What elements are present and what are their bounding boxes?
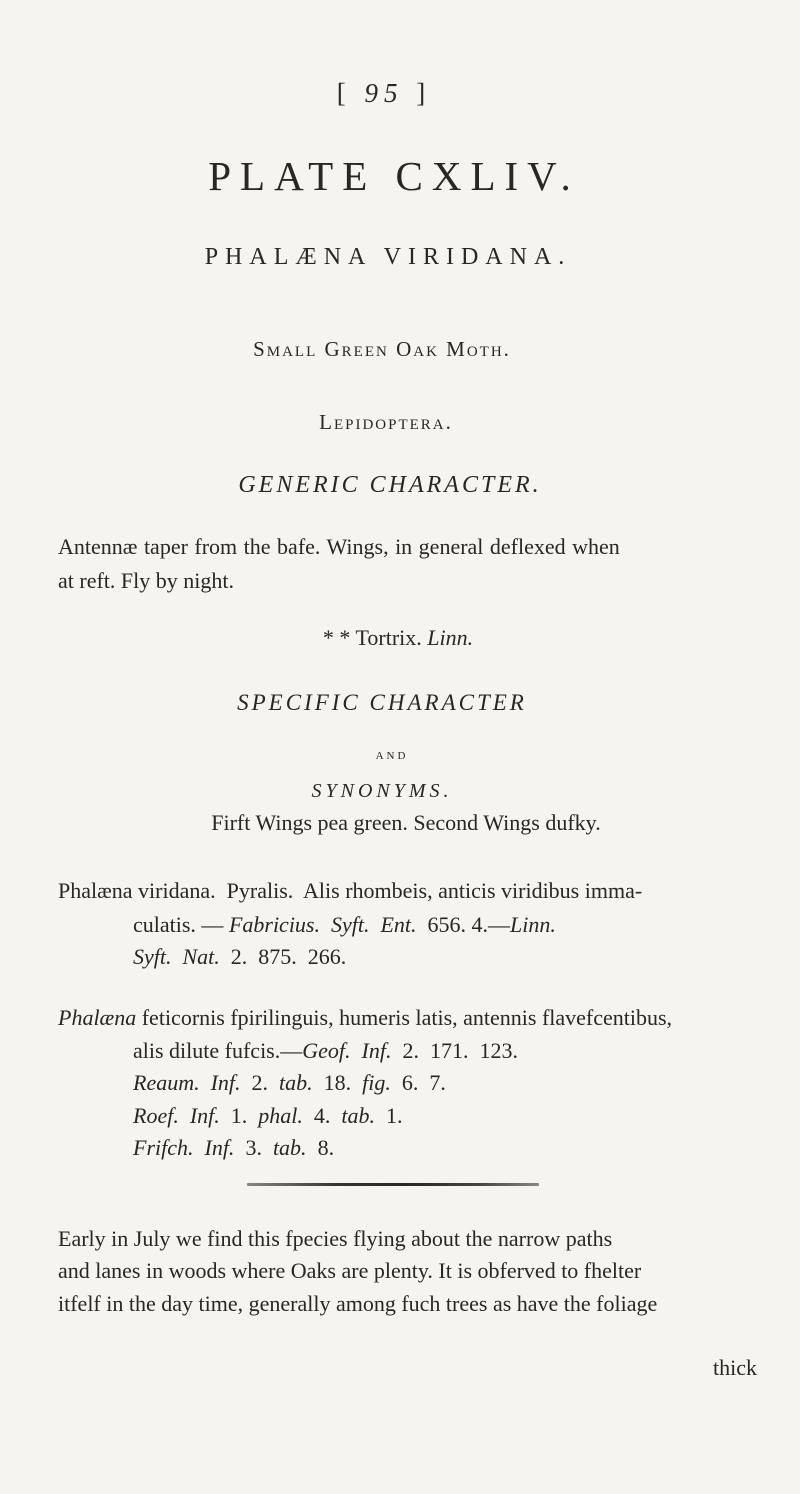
synonym-reference: Fabricius. Syft. Ent. (228, 912, 417, 937)
synonym-reference: Syft. Nat. (133, 944, 220, 969)
specific-character-description: Firft Wings pea green. Second Wings dufky. (211, 810, 601, 835)
synonym-text: feticornis fpirilinguis, humeris latis, antennis flavefcentibus, (136, 1005, 673, 1030)
page-number-close-bracket: ] (416, 78, 432, 108)
description-paragraph-line: itfelf in the day time, generally among fuch trees as have the foliage (58, 1291, 658, 1316)
synonym-text: Pyralis. Alis rhombeis, anticis viridibus imma- (215, 878, 643, 903)
tortrix-division (0, 625, 798, 651)
generic-character-line: at reft. Fly by night. (58, 568, 234, 593)
synonym-entry-line (133, 1099, 403, 1133)
generic-character-line: Antennæ taper from the bafe. Wings, in general deflexed when (58, 534, 620, 559)
synonym-reference: fig. (362, 1070, 391, 1095)
synonym-reference: tab. (272, 1135, 307, 1160)
synonym-entry-line (133, 1034, 518, 1068)
plate-title: PLATE CXLIV. (208, 153, 580, 199)
catchword: thick (713, 1355, 757, 1380)
page-number-value: 95 (364, 78, 404, 108)
synonym-reference: tab. (279, 1070, 313, 1095)
synonym-text: culatis. — (133, 912, 229, 937)
section-divider (247, 1183, 539, 1186)
synonym-citation: 1. (375, 1103, 403, 1128)
synonym-entry-line (58, 874, 642, 908)
synonym-citation: 2. 171. 123. (391, 1038, 518, 1063)
specific-character-heading: SPECIFIC CHARACTER (237, 690, 527, 715)
species-name: PHALÆNA VIRIDANA. (204, 244, 572, 270)
generic-character-heading: GENERIC CHARACTER. (238, 472, 542, 498)
synonym-entry-line (58, 1001, 672, 1035)
synonym-citation: 6. 7. (390, 1070, 446, 1095)
synonym-citation: 1. (219, 1103, 259, 1128)
synonym-citation: 2. (240, 1070, 280, 1095)
synonym-citation: 3. (234, 1135, 273, 1160)
synonym-citation: 8. (306, 1135, 335, 1160)
synonym-entry-line (133, 1131, 334, 1165)
synonym-text: alis dilute fufcis.— (133, 1038, 303, 1063)
synonym-reference: tab. (341, 1103, 376, 1128)
synonym-entry-line (133, 908, 556, 942)
synonym-reference: Linn. (510, 912, 556, 937)
and-connector: AND (375, 750, 409, 762)
tortrix-division-label: * * Tortrix. (322, 625, 422, 650)
synonym-citation: 18. (312, 1070, 363, 1095)
synonym-citation: 2. 875. 266. (219, 944, 347, 969)
synonym-entry-line (133, 1066, 446, 1100)
synonym-reference: Frifch. Inf. (133, 1135, 235, 1160)
insect-order: Lepidoptera. (319, 410, 453, 434)
synonym-reference: phal. (258, 1103, 303, 1128)
tortrix-division-authority: Linn. (427, 625, 474, 650)
synonym-citation: 656. 4.— (416, 912, 511, 937)
description-paragraph-line: Early in July we find this fpecies flying about the narrow paths (58, 1226, 613, 1251)
synonym-name: Phalæna viridana. (58, 878, 216, 903)
synonym-citation: 4. (302, 1103, 342, 1128)
synonym-reference: Roef. Inf. (133, 1103, 220, 1128)
page-number-open-bracket: [ (336, 78, 352, 108)
synonyms-heading: SYNONYMS. (311, 780, 453, 802)
common-name: Small Green Oak Moth. (253, 337, 511, 361)
synonym-entry-line (133, 940, 346, 974)
page-number (0, 78, 784, 109)
description-paragraph-line: and lanes in woods where Oaks are plenty. It is obferved to fhelter (58, 1258, 642, 1283)
synonym-reference: Reaum. Inf. (133, 1070, 241, 1095)
synonym-reference: Geof. Inf. (302, 1038, 392, 1063)
synonym-name: Phalæna (58, 1005, 137, 1030)
